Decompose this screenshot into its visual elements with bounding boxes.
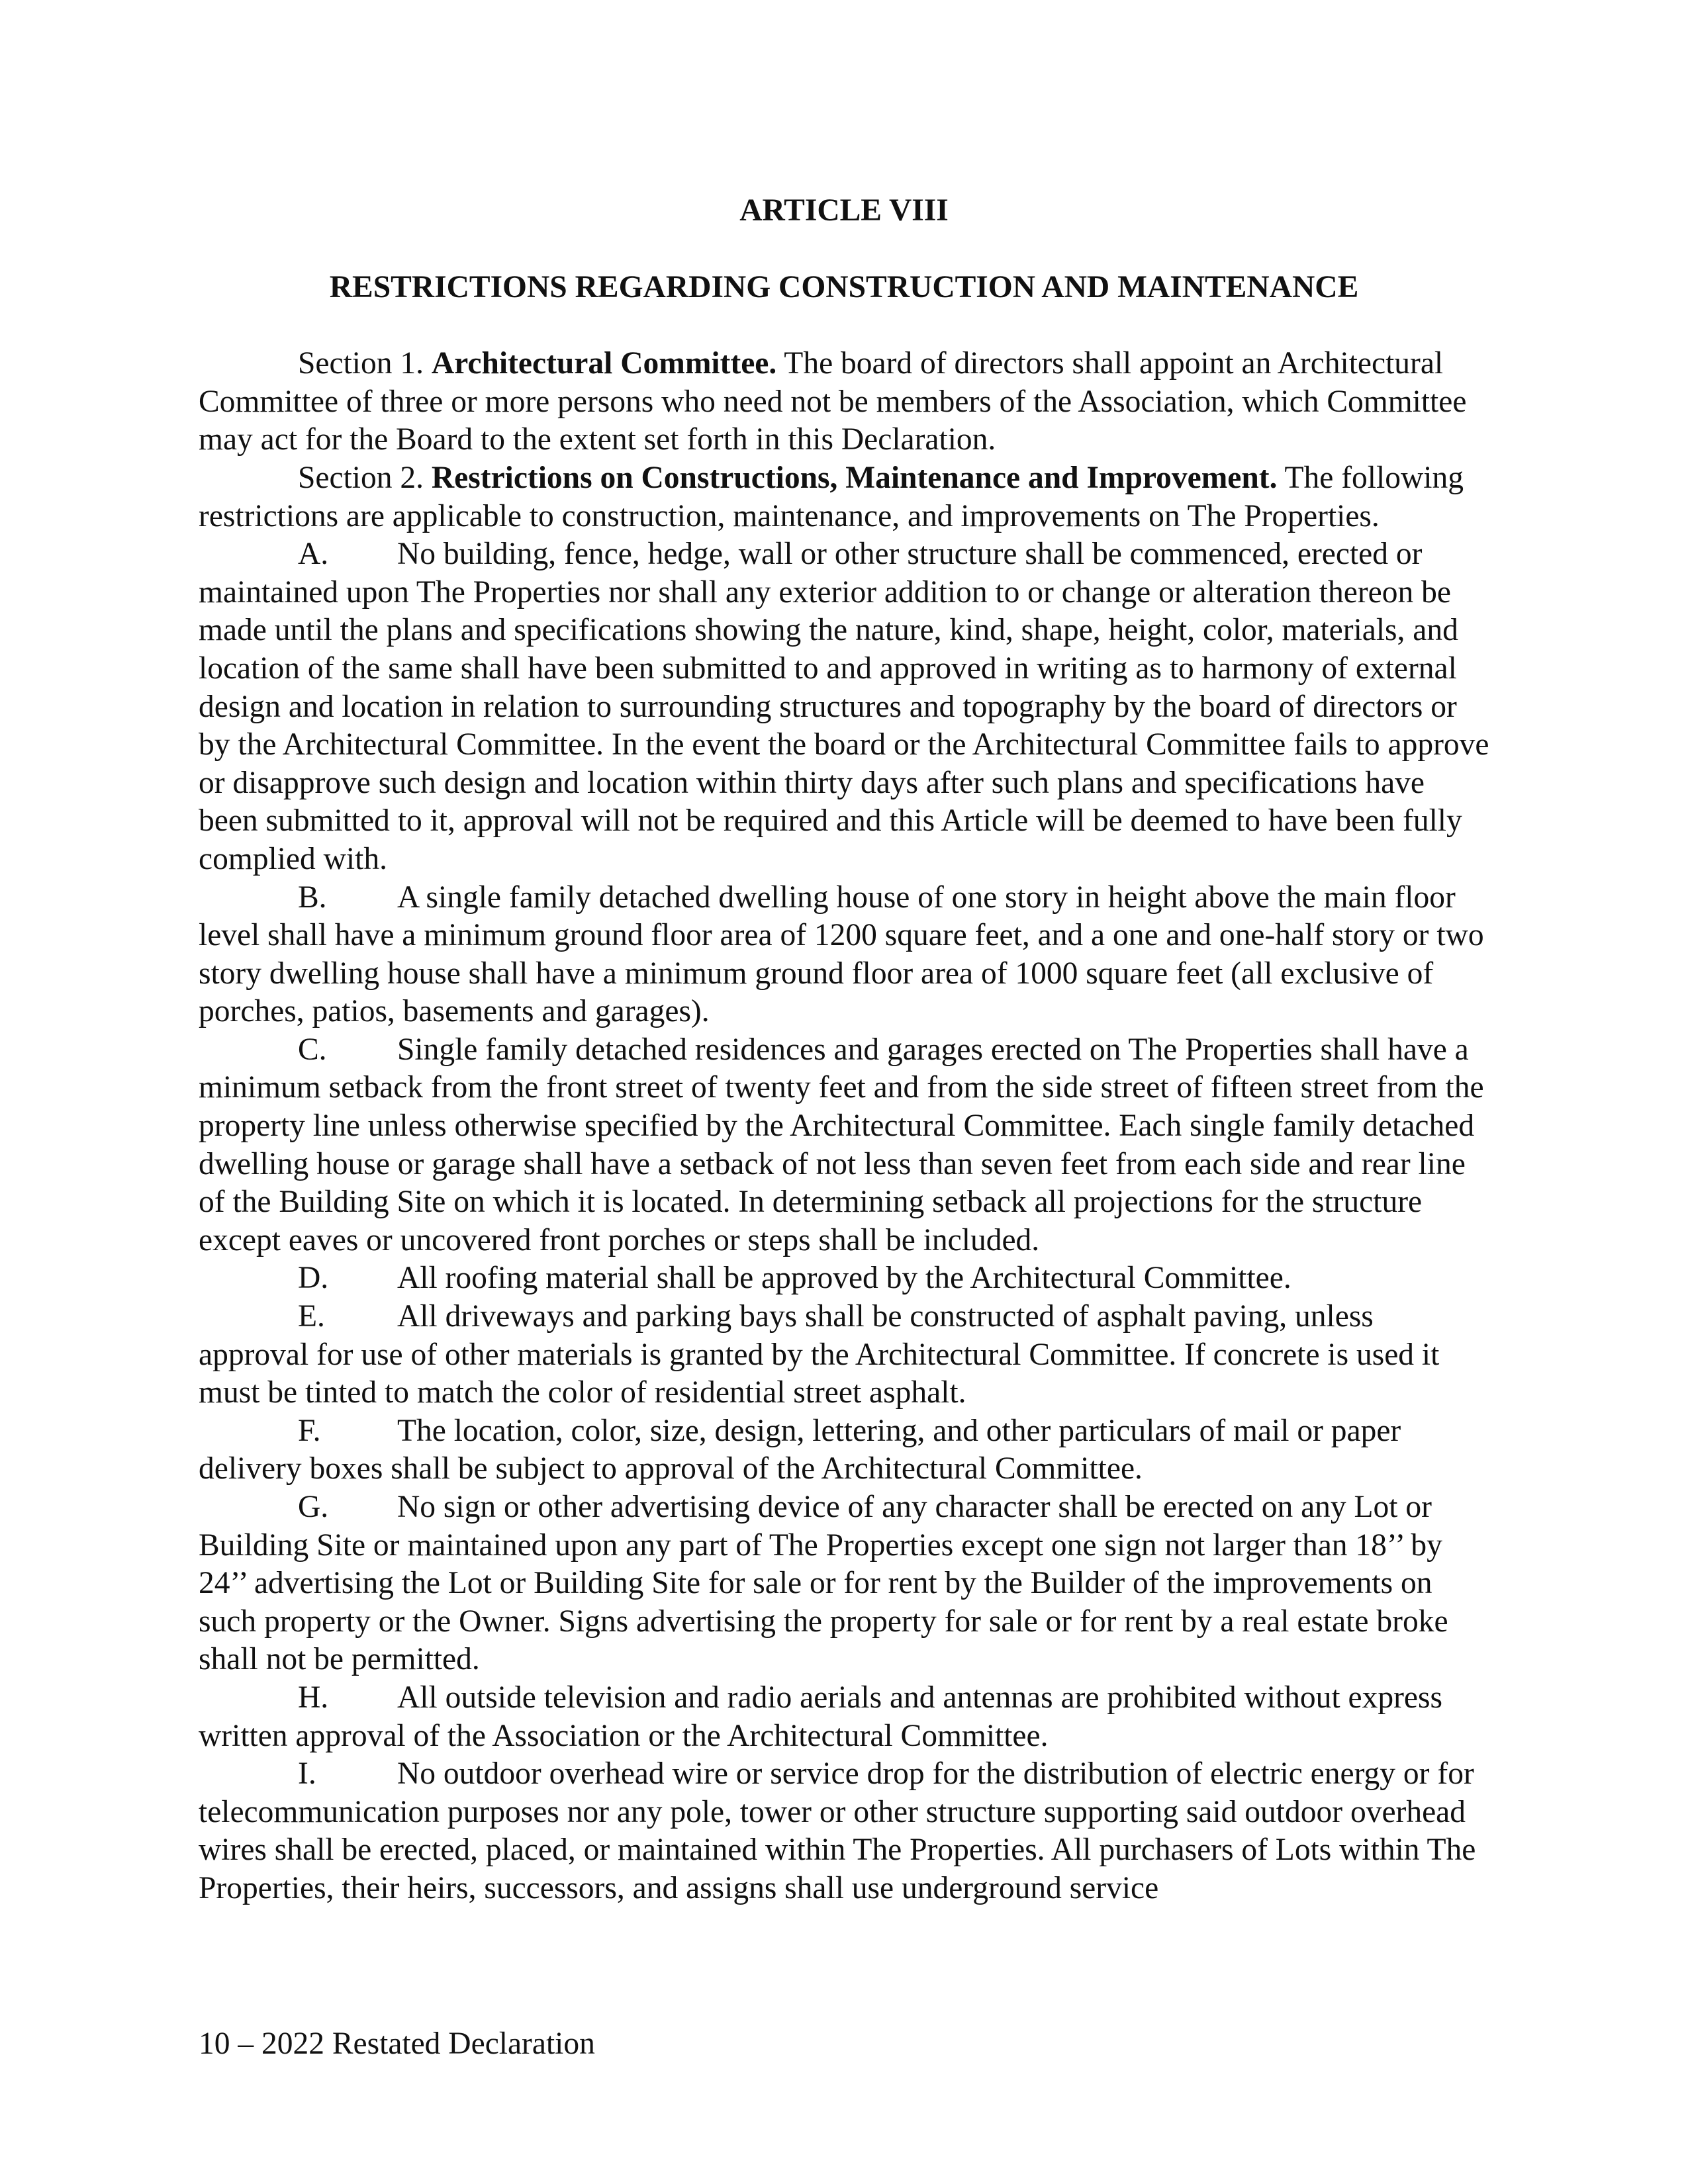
item-h bbox=[199, 1679, 1489, 1755]
item-a-text: No building, fence, hedge, wall or other structure shall be commenced, erected or maintained upon The Properties nor shall any exterior addition to or change or alteration thereon be made until the plans and specifications showing the nature, kind, shape, height, color, materials, and location of the same shall have been submitted to and approved in writing as to harmony of external design and location in relation to surrounding structures and topography by the board of directors or by the Architectural Committee. In the event the board or the Architectural Committee fails to approve or disapprove such design and location within thirty days after such plans and specifications have been submitted to it, approval will not be required and this Article will be deemed to have been fully complied with. bbox=[199, 537, 1489, 876]
item-g-text: No sign or other advertising device of any character shall be erected on any Lot or Building Site or maintained upon any part of The Properties except one sign not larger than 18’’ by 24’’ advertising the Lot or Building Site for sale or for rent by the Builder of the improvements on such property or the Owner. Signs advertising the property for sale or for rent by a real estate broke shall not be permitted. bbox=[199, 1490, 1448, 1677]
item-e bbox=[199, 1298, 1489, 1412]
item-e-text: All driveways and parking bays shall be constructed of asphalt paving, unless approval for use of other materials is granted by the Architectural Committee. If concrete is used it must be tinted to match the color of residential street asphalt. bbox=[199, 1299, 1440, 1410]
section-1-heading: Architectural Committee. bbox=[431, 346, 777, 381]
item-h-text: All outside television and radio aerials and antennas are prohibited without express written approval of the Association or the Architectural Committee. bbox=[199, 1680, 1442, 1753]
item-d bbox=[199, 1259, 1489, 1298]
item-c bbox=[199, 1031, 1489, 1260]
section-2-text: The following restrictions are applicable to construction, maintenance, and improvements on The Properties. bbox=[199, 460, 1472, 533]
item-b-letter: B. bbox=[298, 880, 327, 915]
item-i-text: No outdoor overhead wire or service drop for the distribution of electric energy or for telecommunication purposes nor any pole, tower or other structure supporting said outdoor overhead wires shall be erected, placed, or maintained within The Properties. All purchasers of Lots within The Properties, their heirs, successors, and assigns shall use underground service bbox=[199, 1756, 1476, 1905]
item-i-letter: I. bbox=[298, 1756, 316, 1792]
section-1-prefix: Section 1. bbox=[298, 346, 432, 381]
item-f bbox=[199, 1412, 1489, 1488]
item-c-letter: C. bbox=[298, 1032, 327, 1067]
article-title: ARTICLE VIII bbox=[739, 193, 949, 228]
item-e-letter: E. bbox=[298, 1299, 325, 1334]
section-2 bbox=[199, 459, 1489, 535]
item-g-letter: G. bbox=[298, 1490, 329, 1524]
section-1-text: The board of directors shall appoint an Architectural Committee of three or more persons who need not be members of the Association, which Committee may act for the Board to the extent set forth in this Declaration. bbox=[199, 346, 1475, 457]
section-1 bbox=[199, 345, 1489, 459]
item-f-letter: F. bbox=[298, 1413, 321, 1448]
item-a-letter: A. bbox=[298, 537, 329, 572]
item-i bbox=[199, 1755, 1489, 1907]
item-d-letter: D. bbox=[298, 1261, 329, 1296]
item-d-text: All roofing material shall be approved by the Architectural Committee. bbox=[397, 1261, 1291, 1296]
section-2-heading: Restrictions on Constructions, Maintenance and Improvement. bbox=[431, 460, 1278, 495]
item-f-text: The location, color, size, design, lettering, and other particulars of mail or paper delivery boxes shall be subject to approval of the Architectural Committee. bbox=[199, 1413, 1401, 1486]
item-a bbox=[199, 535, 1489, 878]
section-2-prefix: Section 2. bbox=[298, 460, 432, 495]
page-footer: 10 – 2022 Restated Declaration bbox=[199, 2026, 595, 2061]
article-subtitle: RESTRICTIONS REGARDING CONSTRUCTION AND MAINTENANCE bbox=[329, 269, 1359, 304]
item-g bbox=[199, 1488, 1489, 1679]
item-c-text: Single family detached residences and garages erected on The Properties shall have a minimum setback from the front street of twenty feet and from the side street of fifteen street from the property line unless otherwise specified by the Architectural Committee. Each single family detached dwelling house or garage shall have a setback of not less than seven feet from each side and rear line of the Building Site on which it is located. In determining setback all projections for the structure except eaves or uncovered front porches or steps shall be included. bbox=[199, 1032, 1484, 1257]
item-h-letter: H. bbox=[298, 1680, 329, 1715]
item-b bbox=[199, 879, 1489, 1031]
document-page bbox=[199, 192, 1489, 1908]
item-b-text: A single family detached dwelling house of one story in height above the main floor level shall have a minimum ground floor area of 1200 square feet, and a one and one-half story or two story dwelling house shall have a minimum ground floor area of 1000 square feet (all exclusive of porches, patios, basements and garages). bbox=[199, 880, 1484, 1029]
